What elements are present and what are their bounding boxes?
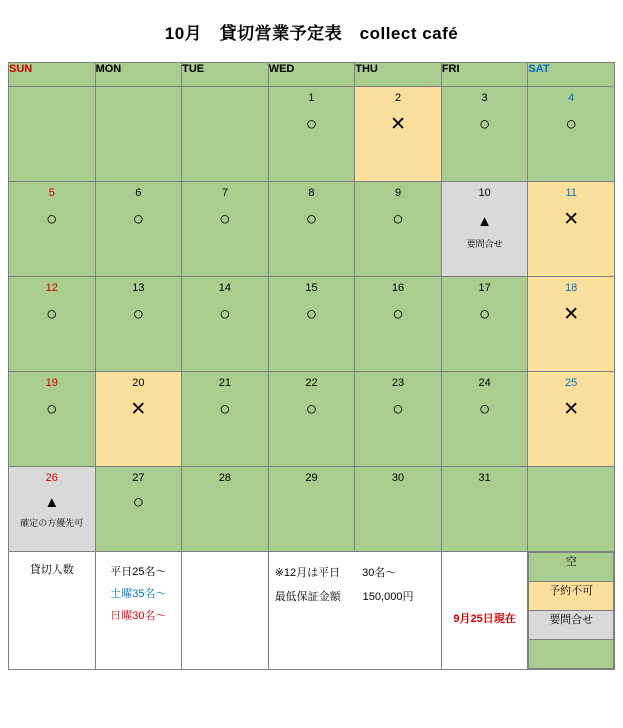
day-cell bbox=[355, 372, 442, 467]
day-number bbox=[9, 87, 95, 92]
footer-notes-cell bbox=[268, 552, 441, 670]
day-cell bbox=[528, 182, 615, 277]
day-status-mark: ✕ bbox=[563, 399, 580, 420]
weekday-header-thu: THU bbox=[355, 63, 442, 87]
day-cell bbox=[9, 87, 96, 182]
day-number: 13 bbox=[132, 282, 145, 294]
day-cell bbox=[441, 277, 528, 372]
calendar-week-row bbox=[9, 277, 615, 372]
day-status-mark: ○ bbox=[392, 399, 404, 420]
calendar-week-row bbox=[9, 467, 615, 552]
day-status-mark: ○ bbox=[132, 492, 145, 513]
day-status-mark: ○ bbox=[392, 209, 404, 230]
capacity-saturday: 土曜35名〜 bbox=[110, 588, 167, 600]
weekday-header-mon: MON bbox=[95, 63, 182, 87]
day-status-mark: ✕ bbox=[390, 114, 406, 135]
day-number: 27 bbox=[132, 472, 145, 484]
legend-unavailable: 予約不可 bbox=[529, 582, 614, 611]
day-cell bbox=[182, 372, 269, 467]
day-status-mark: ○ bbox=[219, 399, 231, 420]
day-number bbox=[182, 87, 268, 92]
day-status-mark: ○ bbox=[46, 209, 58, 230]
day-number: 6 bbox=[135, 187, 142, 199]
day-number: 31 bbox=[478, 472, 491, 484]
day-cell bbox=[95, 467, 182, 552]
as-of-date: 9月25日現在 bbox=[453, 613, 516, 625]
day-cell bbox=[9, 182, 96, 277]
day-number: 22 bbox=[305, 377, 318, 389]
day-status-mark: ○ bbox=[478, 114, 491, 135]
day-number: 29 bbox=[305, 472, 318, 484]
weekday-header-row bbox=[9, 63, 615, 87]
day-number: 10 bbox=[478, 187, 491, 199]
day-cell bbox=[95, 277, 182, 372]
day-number: 1 bbox=[308, 92, 315, 104]
day-cell bbox=[441, 87, 528, 182]
day-number: 26 bbox=[45, 472, 58, 484]
page-header bbox=[0, 0, 623, 62]
capacity-weekday: 平日25名〜 bbox=[110, 566, 167, 578]
day-number: 12 bbox=[45, 282, 58, 294]
legend-blank bbox=[529, 640, 614, 669]
capacity-values-cell bbox=[95, 552, 182, 670]
calendar-week-row bbox=[9, 182, 615, 277]
weekday-header-fri: FRI bbox=[441, 63, 528, 87]
day-status-mark: ○ bbox=[305, 209, 318, 230]
day-status-mark: ○ bbox=[132, 304, 145, 325]
weekday-header-sat: SAT bbox=[528, 63, 615, 87]
day-number: 9 bbox=[394, 187, 402, 199]
page-title: 10月 貸切営業予定表 collect café bbox=[164, 23, 459, 43]
day-cell bbox=[95, 372, 182, 467]
day-cell bbox=[182, 182, 269, 277]
day-cell bbox=[95, 182, 182, 277]
day-number bbox=[96, 87, 182, 92]
day-cell bbox=[441, 467, 528, 552]
day-status-mark: ✕ bbox=[563, 209, 580, 230]
day-cell bbox=[268, 87, 355, 182]
calendar-week-row bbox=[9, 87, 615, 182]
footer-asof-cell bbox=[441, 552, 528, 670]
calendar-table bbox=[8, 62, 615, 670]
footer-row bbox=[9, 552, 615, 670]
day-number: 23 bbox=[391, 377, 405, 389]
day-number: 2 bbox=[394, 92, 402, 104]
calendar-week-row bbox=[9, 372, 615, 467]
day-cell bbox=[441, 182, 528, 277]
day-cell bbox=[268, 372, 355, 467]
capacity-sunday: 日曜30名〜 bbox=[110, 610, 167, 622]
day-number: 20 bbox=[132, 377, 145, 389]
day-cell bbox=[9, 277, 96, 372]
day-status-mark: ○ bbox=[219, 304, 231, 325]
day-cell bbox=[268, 182, 355, 277]
day-number: 18 bbox=[565, 282, 578, 294]
day-number: 8 bbox=[308, 187, 315, 199]
day-cell bbox=[182, 87, 269, 182]
day-number bbox=[528, 467, 614, 472]
capacity-label: 貸切人数 bbox=[29, 564, 74, 576]
day-number: 24 bbox=[478, 377, 491, 389]
day-status-mark: ○ bbox=[478, 399, 491, 420]
day-status-mark: ○ bbox=[219, 209, 231, 230]
weekday-header-sun: SUN bbox=[9, 63, 96, 87]
day-status-mark: ○ bbox=[305, 399, 318, 420]
day-cell bbox=[95, 87, 182, 182]
weekday-header-wed: WED bbox=[268, 63, 355, 87]
day-cell bbox=[528, 372, 615, 467]
day-status-mark: ○ bbox=[46, 399, 58, 420]
day-status-mark: ○ bbox=[305, 304, 318, 325]
day-cell bbox=[441, 372, 528, 467]
day-cell bbox=[528, 277, 615, 372]
day-number: 11 bbox=[565, 187, 577, 199]
day-number: 21 bbox=[218, 377, 232, 389]
day-cell bbox=[355, 87, 442, 182]
day-cell bbox=[9, 467, 96, 552]
day-cell bbox=[355, 182, 442, 277]
day-status-mark: ○ bbox=[132, 209, 145, 230]
day-number: 5 bbox=[48, 187, 55, 199]
day-cell bbox=[182, 277, 269, 372]
day-number: 30 bbox=[391, 472, 405, 484]
day-cell bbox=[355, 277, 442, 372]
day-status-mark: ▲ bbox=[477, 213, 493, 230]
day-cell bbox=[182, 467, 269, 552]
day-number: 7 bbox=[221, 187, 228, 199]
legend-table bbox=[528, 552, 614, 669]
day-status-mark: ○ bbox=[46, 304, 58, 325]
day-number: 25 bbox=[565, 377, 578, 389]
day-cell bbox=[268, 277, 355, 372]
capacity-label-cell bbox=[9, 552, 96, 670]
day-cell bbox=[268, 467, 355, 552]
legend-cell bbox=[528, 552, 615, 670]
day-cell bbox=[528, 467, 615, 552]
day-number: 19 bbox=[45, 377, 58, 389]
note-minimum: 最低保証金額 150,000円 bbox=[274, 591, 414, 603]
day-number: 14 bbox=[218, 282, 232, 294]
day-number: 17 bbox=[478, 282, 491, 294]
day-status-mark: ○ bbox=[478, 304, 491, 325]
day-number: 28 bbox=[218, 472, 232, 484]
weekday-header-tue: TUE bbox=[182, 63, 269, 87]
day-status-mark: ○ bbox=[392, 304, 404, 325]
day-number: 3 bbox=[481, 92, 488, 104]
legend-open: 空 bbox=[529, 553, 614, 582]
legend-inquire: 要問合せ bbox=[529, 611, 614, 640]
footer-spacer-cell bbox=[182, 552, 269, 670]
day-number: 16 bbox=[391, 282, 405, 294]
day-status-mark: ✕ bbox=[563, 304, 580, 325]
day-cell bbox=[9, 372, 96, 467]
day-note: 確定の方優先可 bbox=[20, 518, 84, 528]
day-cell bbox=[355, 467, 442, 552]
day-status-mark: ✕ bbox=[130, 399, 147, 420]
day-number: 15 bbox=[305, 282, 318, 294]
day-number: 4 bbox=[568, 92, 575, 104]
day-status-mark: ▲ bbox=[44, 494, 60, 511]
note-december: ※12月は平日 30名〜 bbox=[274, 567, 397, 579]
day-cell bbox=[528, 87, 615, 182]
day-status-mark: ○ bbox=[305, 114, 318, 135]
day-note: 要問合せ bbox=[466, 239, 503, 249]
day-status-mark: ○ bbox=[565, 114, 577, 135]
